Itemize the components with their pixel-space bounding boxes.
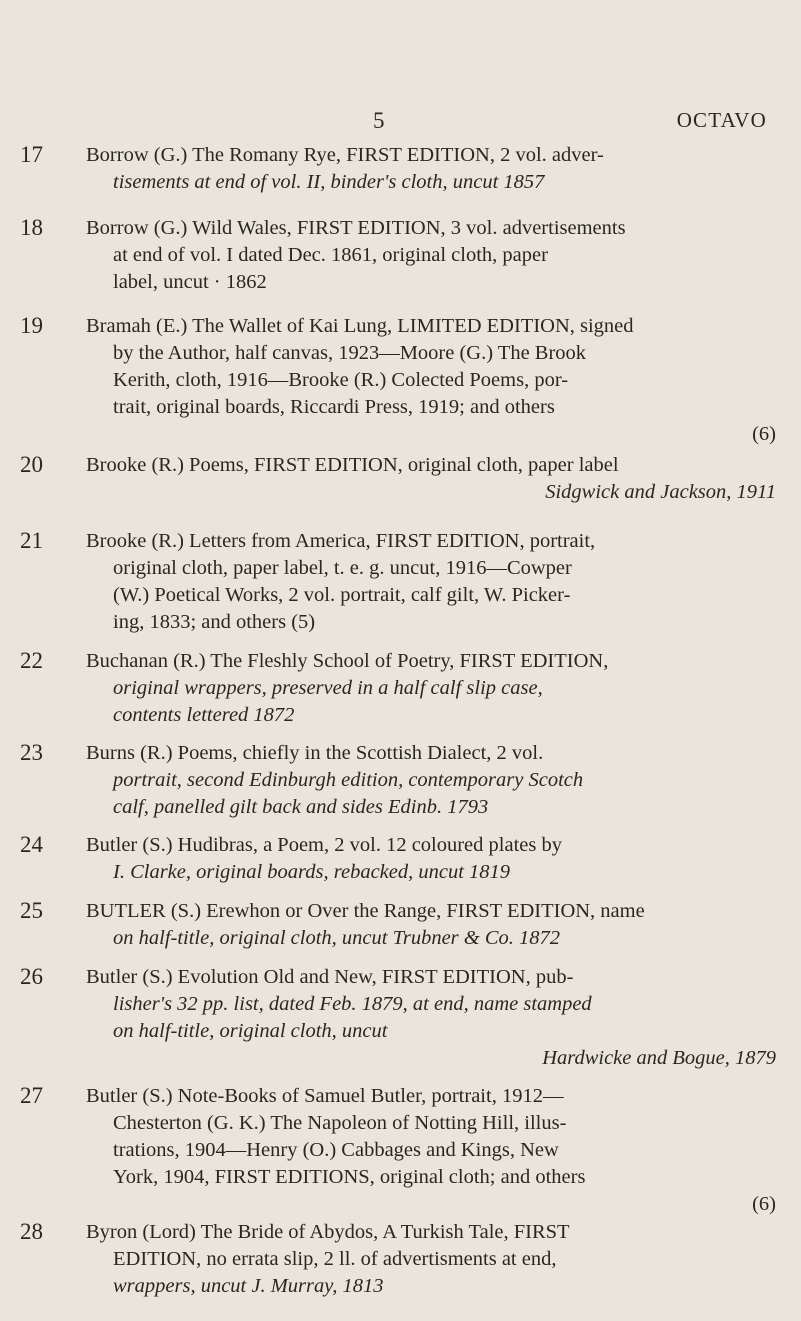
lot-line: lisher's 32 pp. list, dated Feb. 1879, at end, name stamped <box>113 993 592 1015</box>
lot-line: Butler (S.) Note-Books of Samuel Butler, portrait, 1912— <box>86 1085 564 1107</box>
lot-line: Brooke (R.) Letters from America, FIRST EDITION, portrait, <box>86 530 596 552</box>
lot-line: wrappers, uncut J. Murray, 1813 <box>113 1275 384 1297</box>
lot-line: (W.) Poetical Works, 2 vol. portrait, calf gilt, W. Picker- <box>113 584 571 606</box>
lot-line: I. Clarke, original boards, rebacked, uncut 1819 <box>113 861 511 883</box>
lot-line: contents lettered 1872 <box>113 704 295 726</box>
page-number: 5 <box>373 108 385 133</box>
lot-number: 20 <box>20 452 43 477</box>
lot-line: Buchanan (R.) The Fleshly School of Poetry, FIRST EDITION, <box>86 650 609 672</box>
lot-description <box>86 964 776 1072</box>
lot-number: 25 <box>20 898 43 923</box>
lot-line: (6) <box>752 423 776 445</box>
lot-number: 23 <box>20 740 43 765</box>
lot-line: calf, panelled gilt back and sides Edinb. 1793 <box>113 796 489 818</box>
lot-line: portrait, second Edinburgh edition, contemporary Scotch <box>113 769 584 791</box>
lot-line: on half-title, original cloth, uncut Trubner & Co. 1872 <box>113 927 561 949</box>
lot-line: Butler (S.) Hudibras, a Poem, 2 vol. 12 coloured plates by <box>86 834 562 856</box>
lot-line: label, uncut · 1862 <box>113 271 267 293</box>
lot-line: Borrow (G.) The Romany Rye, FIRST EDITION, 2 vol. adver- <box>86 144 604 166</box>
lot-line: Chesterton (G. K.) The Napoleon of Notting Hill, illus- <box>113 1112 567 1134</box>
lot-description <box>86 832 776 886</box>
lot-description <box>86 740 776 821</box>
lot-line: tisements at end of vol. II, binder's cloth, uncut 1857 <box>113 171 545 193</box>
lot-line: Bramah (E.) The Wallet of Kai Lung, LIMITED EDITION, signed <box>86 315 634 337</box>
lot-line: at end of vol. I dated Dec. 1861, original cloth, paper <box>113 244 548 266</box>
lot-line: original cloth, paper label, t. e. g. uncut, 1916—Cowper <box>113 557 572 579</box>
lot-number: 26 <box>20 964 43 989</box>
lot-number: 21 <box>20 528 43 553</box>
lot-line: trations, 1904—Henry (O.) Cabbages and Kings, New <box>113 1139 559 1161</box>
lot-number: 24 <box>20 832 43 857</box>
lot-description <box>86 142 776 196</box>
lot-line: Borrow (G.) Wild Wales, FIRST EDITION, 3 vol. advertisements <box>86 217 626 239</box>
lot-number: 27 <box>20 1083 43 1108</box>
lot-description <box>86 313 776 448</box>
lot-description <box>86 898 776 952</box>
lot-line: BUTLER (S.) Erewhon or Over the Range, FIRST EDITION, name <box>86 900 645 922</box>
lot-description <box>86 215 776 296</box>
lot-line: Byron (Lord) The Bride of Abydos, A Turkish Tale, FIRST <box>86 1221 570 1243</box>
lot-line: EDITION, no errata slip, 2 ll. of advertisments at end, <box>113 1248 557 1270</box>
lot-line: on half-title, original cloth, uncut <box>113 1020 388 1042</box>
lot-line: York, 1904, FIRST EDITIONS, original cloth; and others <box>113 1166 586 1188</box>
lot-line: ing, 1833; and others (5) <box>113 611 316 633</box>
lot-number: 22 <box>20 648 43 673</box>
page-header <box>0 108 801 138</box>
lot-number: 19 <box>20 313 43 338</box>
lot-description <box>86 1219 776 1300</box>
lot-line: Sidgwick and Jackson, 1911 <box>545 481 776 503</box>
lot-number: 17 <box>20 142 43 167</box>
lot-line: trait, original boards, Riccardi Press, 1919; and others <box>113 396 555 418</box>
lot-line: Burns (R.) Poems, chiefly in the Scottish Dialect, 2 vol. <box>86 742 544 764</box>
lot-line: Butler (S.) Evolution Old and New, FIRST EDITION, pub- <box>86 966 574 988</box>
lot-description <box>86 1083 776 1218</box>
section-title: OCTAVO <box>676 108 767 132</box>
lot-line: Brooke (R.) Poems, FIRST EDITION, original cloth, paper label <box>86 454 619 476</box>
lot-number: 28 <box>20 1219 43 1244</box>
lot-line: (6) <box>752 1193 776 1215</box>
lot-line: by the Author, half canvas, 1923—Moore (G.) The Brook <box>113 342 587 364</box>
lot-line: original wrappers, preserved in a half calf slip case, <box>113 677 543 699</box>
lot-description <box>86 452 776 506</box>
lot-line: Hardwicke and Bogue, 1879 <box>542 1047 776 1069</box>
lot-description <box>86 648 776 729</box>
lot-description <box>86 528 776 636</box>
lot-number: 18 <box>20 215 43 240</box>
lot-line: Kerith, cloth, 1916—Brooke (R.) Colected Poems, por- <box>113 369 569 391</box>
